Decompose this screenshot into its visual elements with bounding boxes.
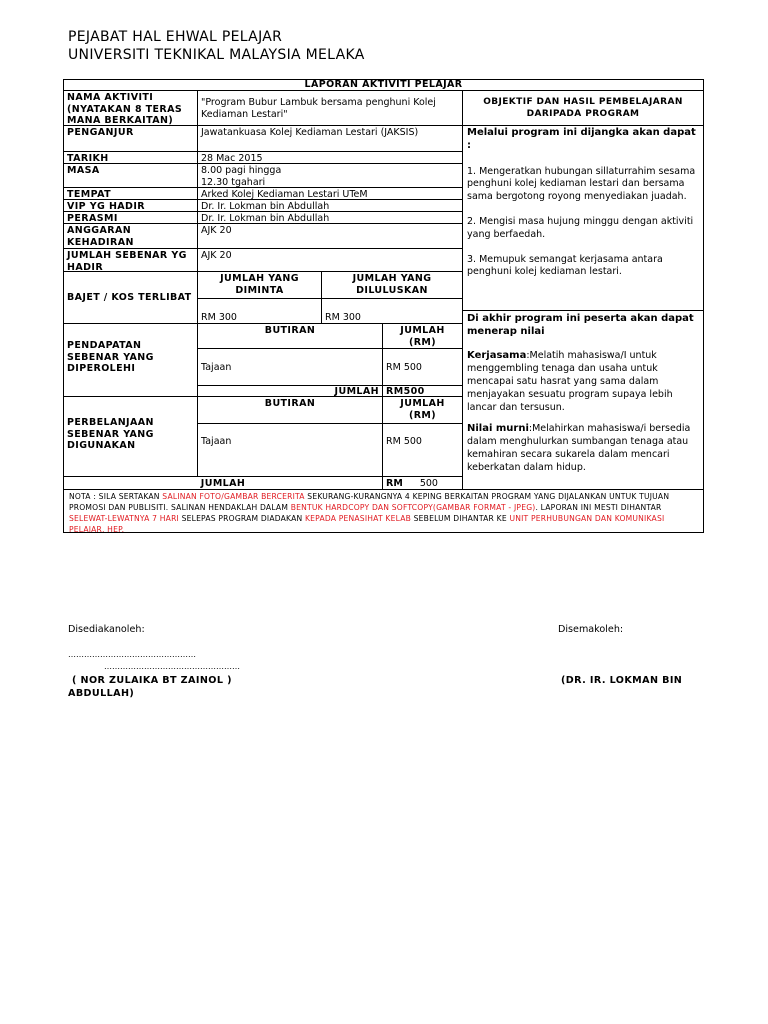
bajet-diluluskan-value: RM 300 <box>321 298 463 324</box>
murni-paragraph <box>467 422 699 474</box>
masa-end: 12.30 tgahari <box>201 176 266 188</box>
perbelanjaan-item: Tajaan <box>197 423 383 477</box>
perbelanjaan-total <box>382 476 463 490</box>
note-advisor: KEPADA PENASIHAT KELAB <box>304 514 412 523</box>
perbelanjaan-butiran-header: BUTIRAN <box>197 396 383 424</box>
note-text-2: SEKURANG-KURANGNYA 4 KEPING BERKAITAN PROGRAM YANG DIJALANKAN UNTUK TUJUAN PROMOSI DAN PUBLISITI. SALINAN HENDAKLAH DALAM <box>69 492 670 512</box>
masa-label: MASA <box>63 163 198 188</box>
vip-value: Dr. Ir. Lokman bin Abdullah <box>197 199 463 212</box>
checked-by-label: Disemakoleh: <box>558 624 624 635</box>
objektif-item-3: 3. Memupuk semangat kerjasama antara penghuni kolej kediaman lestari. <box>467 253 663 278</box>
bajet-label: BAJET / KOS TERLIBAT <box>63 271 198 324</box>
anggaran-value: AJK 20 <box>197 223 463 249</box>
perbelanjaan-total-rm: RM <box>386 478 403 489</box>
jumlah-hadir-value: AJK 20 <box>197 248 463 272</box>
checked-by-name-cont: ABDULLAH) <box>68 688 135 699</box>
checked-by-name: (DR. IR. LOKMAN BIN <box>561 675 683 686</box>
nama-aktiviti-value: "Program Bubur Lambuk bersama penghuni Kolej Kediaman Lestari" <box>197 90 463 126</box>
note-text-5: SEBELUM DIHANTAR KE <box>411 514 510 523</box>
note-unit: UNIT PERHUBUNGAN DAN KOMUNIKASI PELAJAR, HEP. <box>69 514 665 533</box>
perasmi-label: PERASMI <box>63 211 198 224</box>
masa-start: 8.00 pagi hingga <box>201 165 282 176</box>
header-office: PEJABAT HAL EHWAL PELAJAR <box>68 29 283 45</box>
table-title: LAPORAN AKTIVITI PELAJAR <box>63 79 704 91</box>
nama-aktiviti-label: NAMA AKTIVITI (NYATAKAN 8 TERAS MANA BERKAITAN) <box>63 90 198 126</box>
murni-title: Nilai murni <box>467 423 529 434</box>
objektif-item-2: 2. Mengisi masa hujung minggu dengan aktiviti yang berfaedah. <box>467 215 694 240</box>
masa-value <box>197 163 463 188</box>
note-text-1: NOTA : SILA SERTAKAN <box>69 492 163 501</box>
objektif-item-1: 1. Mengeratkan hubungan sillaturrahim sesama penghuni kolej kediaman lestari dan bersama sama bergotong royong menyediakan juadah. <box>467 165 696 203</box>
signature-line-left: ………………………………………… <box>68 650 196 659</box>
hasil-intro: Di akhir program ini peserta akan dapat menerap nilai <box>467 313 694 337</box>
pendapatan-label: PENDAPATAN SEBENAR YANG DIPEROLEHI <box>63 323 198 397</box>
perbelanjaan-total-label: JUMLAH <box>63 476 383 490</box>
perasmi-value: Dr. Ir. Lokman bin Abdullah <box>197 211 463 224</box>
bajet-diluluskan-header: JUMLAH YANG DILULUSKAN <box>321 271 463 299</box>
perbelanjaan-label: PERBELANJAAN SEBENAR YANG DIGUNAKAN <box>63 396 198 477</box>
note-deadline: SELEWAT-LEWATNYA 7 HARI <box>69 514 179 523</box>
note-photo: SALINAN FOTO/GAMBAR BERCERITA <box>162 492 305 501</box>
objektif-intro: Melalui program ini dijangka akan dapat : <box>467 127 696 151</box>
jumlah-hadir-label: JUMLAH SEBENAR YG HADIR <box>63 248 198 272</box>
penganjur-label: PENGANJUR <box>63 125 198 152</box>
note-text-3: . LAPORAN INI MESTI DIHANTAR <box>535 503 662 512</box>
kerjasama-text: :Melatih mahasiswa/I untuk menggembling tenaga dan usaha untuk mencapai satu hasrat yang sama dalam menjayakan sesuatu program supaya lebih lancar dan tersusun. <box>467 350 673 413</box>
tempat-value: Arked Kolej Kediaman Lestari UTeM <box>197 187 463 200</box>
note-row <box>63 489 704 533</box>
tarikh-value: 28 Mac 2015 <box>197 151 463 164</box>
pendapatan-amount: RM 500 <box>382 348 463 386</box>
tarikh-label: TARIKH <box>63 151 198 164</box>
hasil-body <box>462 310 704 490</box>
prepared-by-name: ( NOR ZULAIKA BT ZAINOL ) <box>72 675 232 686</box>
pendapatan-total-value: RM500 <box>382 385 463 397</box>
perbelanjaan-total-value: 500 <box>419 478 438 489</box>
pendapatan-item: Tajaan <box>197 348 383 386</box>
kerjasama-title: Kerjasama <box>467 350 527 361</box>
kerjasama-paragraph <box>467 349 699 414</box>
note-text-4: SELEPAS PROGRAM DIADAKAN <box>179 514 305 523</box>
penganjur-value: Jawatankuasa Kolej Kediaman Lestari (JAKSIS) <box>197 125 463 152</box>
anggaran-label: ANGGARAN KEHADIRAN <box>63 223 198 249</box>
objektif-header: OBJEKTIF DAN HASIL PEMBELAJARAN DARIPADA PROGRAM <box>462 90 704 126</box>
murni-text: :Melahirkan mahasiswa/i bersedia dalam menghulurkan sumbangan tenaga atau kemahiran secara sukarela dalam mencari keberkatan dalam hidup. <box>467 423 691 473</box>
tempat-label: TEMPAT <box>63 187 198 200</box>
perbelanjaan-jumlah-header: JUMLAH (RM) <box>382 396 463 424</box>
perbelanjaan-amount: RM 500 <box>382 423 463 477</box>
vip-label: VIP YG HADIR <box>63 199 198 212</box>
prepared-by-label: Disediakanoleh: <box>68 624 145 635</box>
header-university: UNIVERSITI TEKNIKAL MALAYSIA MELAKA <box>68 47 365 63</box>
pendapatan-total-label: JUMLAH <box>197 385 383 397</box>
pendapatan-jumlah-header: JUMLAH (RM) <box>382 323 463 349</box>
objektif-body <box>462 125 704 311</box>
signature-line-right: …………………………………………… <box>104 662 240 671</box>
note-format: BENTUK HARDCOPY DAN SOFTCOPY(GAMBAR FORMAT - JPEG) <box>290 503 536 512</box>
pendapatan-butiran-header: BUTIRAN <box>197 323 383 349</box>
bajet-diminta-header: JUMLAH YANG DIMINTA <box>197 271 322 299</box>
bajet-diminta-value: RM 300 <box>197 298 322 324</box>
